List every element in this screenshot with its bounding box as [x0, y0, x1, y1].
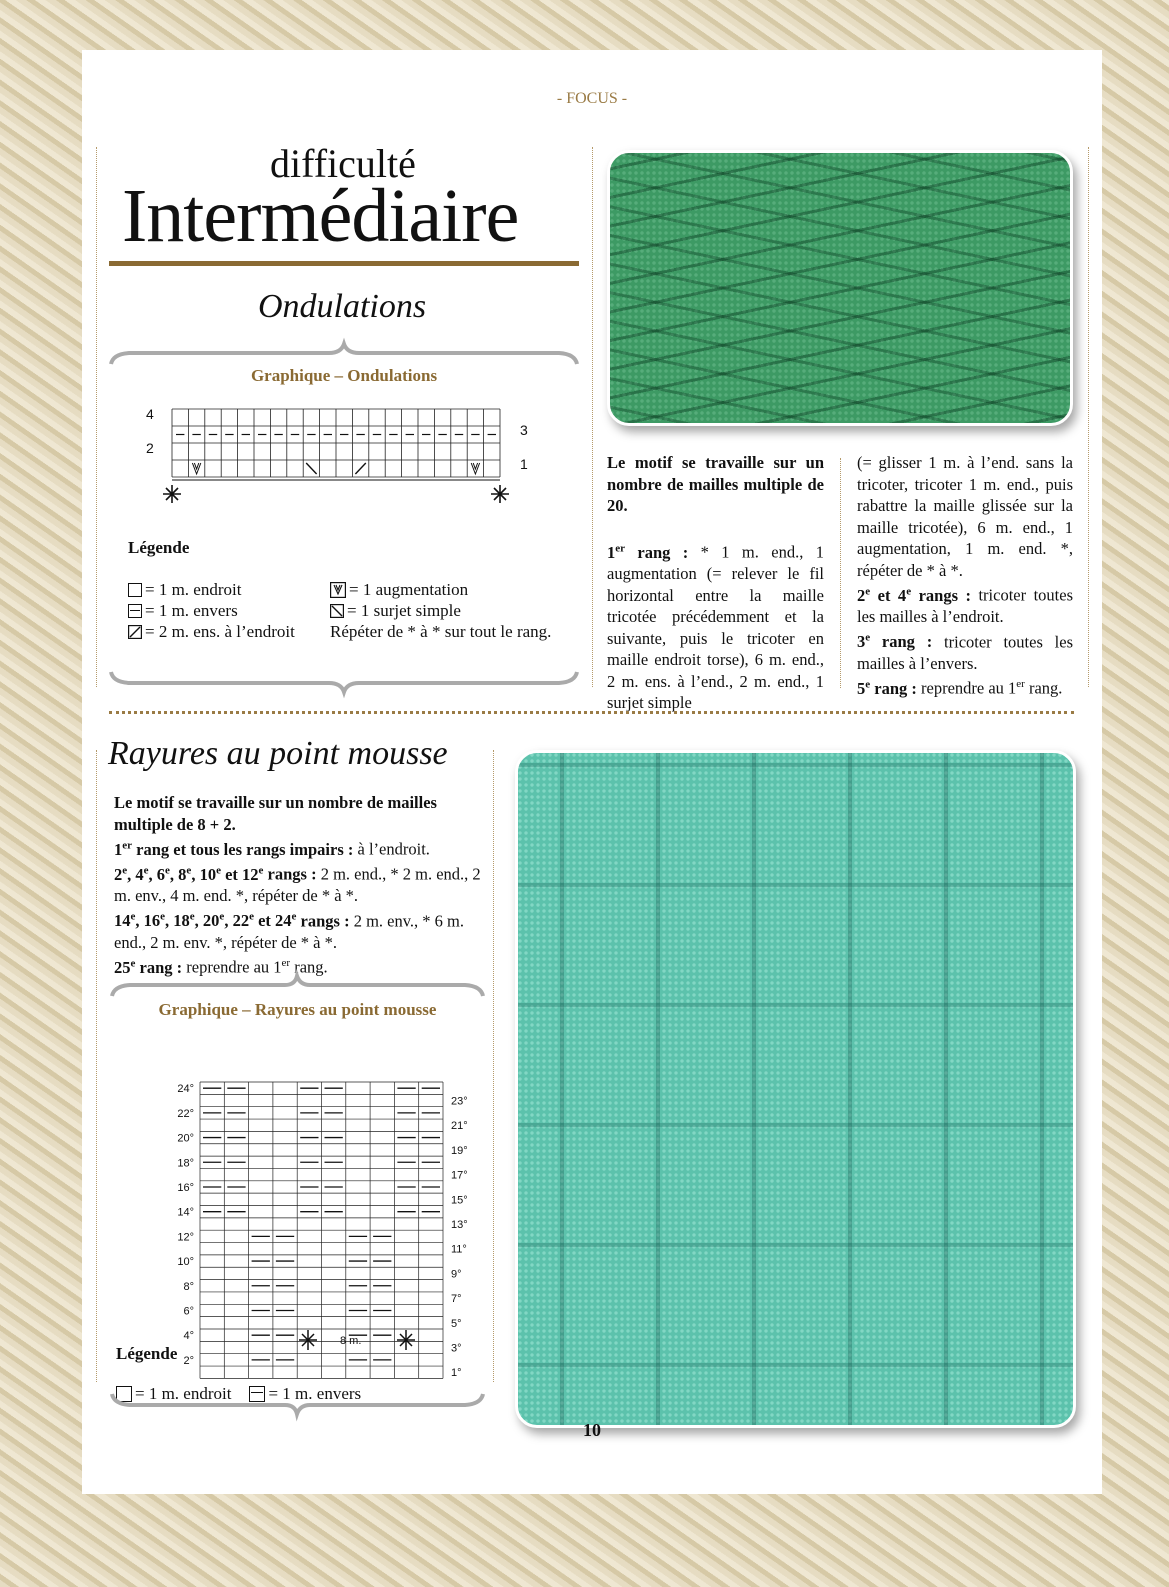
row-sup: e	[865, 585, 871, 597]
chart-right-label: 3	[520, 422, 528, 438]
row-sup: e	[130, 957, 136, 969]
row-word: rang :	[870, 678, 917, 698]
legend-text: = 1 m. endroit	[135, 1384, 232, 1403]
row-number: 1	[114, 839, 123, 859]
ondulations-intro: Le motif se travaille sur un nombre de mailles multiple de 20.	[607, 453, 824, 515]
column-rule-left	[96, 147, 97, 687]
row-instructions: rang.	[1024, 678, 1063, 698]
repeat-star-left	[163, 485, 181, 503]
row-number: 14	[114, 911, 131, 930]
rayures-knit-photo	[515, 750, 1076, 1428]
rayures-text	[114, 792, 484, 978]
row-numbers-even-high: 14e, 16e, 18e, 20e, 22e et 24e	[114, 910, 297, 930]
section-header: - FOCUS -	[556, 90, 628, 107]
row-number: 5	[857, 678, 866, 698]
row-sup: er	[281, 957, 291, 969]
legend-text: = 1 m. envers	[268, 1384, 362, 1403]
row-word: rang et tous les rangs impairs :	[132, 839, 354, 859]
row-number: 8	[178, 864, 187, 884]
row-instructions: à l’endroit.	[353, 839, 430, 859]
chart-row-label: 13°	[451, 1219, 468, 1232]
ondulations-title: Ondulations	[257, 288, 427, 325]
section-separator	[109, 711, 1074, 714]
row-sup: e	[186, 864, 192, 876]
row-number: 4	[135, 864, 144, 884]
row-sup: e	[906, 585, 912, 597]
chart-row-label: 2°	[183, 1354, 194, 1367]
chart-left-label: 2	[146, 440, 154, 456]
chart-row-label: 20°	[177, 1132, 194, 1145]
increase-square-icon	[330, 582, 346, 598]
column-rule-center	[493, 750, 494, 1382]
row-number: 25	[114, 957, 131, 977]
row-word: rang :	[870, 632, 933, 651]
row-number: 20	[202, 911, 220, 930]
row-sup: e	[216, 864, 221, 876]
chart-row-label: 12°	[177, 1231, 194, 1244]
legend-text: = 1 surjet simple	[347, 601, 461, 620]
legend-text: = 1 m. envers	[145, 601, 238, 620]
row-number: 18	[173, 911, 190, 930]
repeat-label: 8 m.	[340, 1335, 362, 1347]
legend-text: = 1 m. endroit	[145, 580, 242, 599]
difficulty-label: difficulté	[270, 141, 416, 186]
text-column-rule	[840, 458, 841, 688]
chart-right-label: 1	[520, 456, 528, 472]
row-number: 22	[232, 911, 250, 930]
title-underline	[109, 261, 579, 266]
rayures-chart	[142, 1030, 468, 1380]
increase-mark	[192, 463, 200, 474]
row-instructions: tricoter toutes les mailles à l’envers.	[857, 632, 1073, 673]
chart-row-label: 21°	[451, 1120, 468, 1133]
rayures-chart-title: Graphique – Rayures au point mousse	[158, 1000, 437, 1019]
chart-row-label: 4°	[183, 1330, 194, 1343]
increase-mark	[471, 463, 479, 474]
ondulations-text-col2	[857, 452, 1073, 699]
row-sup: e	[189, 910, 195, 923]
k2tog-mark	[355, 463, 365, 474]
row-instructions: reprendre au 1	[916, 678, 1017, 698]
row-instructions-cont: (= glisser 1 m. à l’end. sans la tricoter, tricoter 1 m. end., puis rabattre la maille glissée sur la maille tricotée), 6 m. end., 1 augmentation, 1 m. end. *, répéter de * à *.	[857, 453, 1073, 580]
column-rule-left	[96, 750, 97, 1382]
top-brace	[110, 972, 485, 1002]
chart-row-label: 19°	[451, 1144, 468, 1157]
row-sup: er	[615, 542, 626, 554]
row-sup: e	[219, 910, 225, 923]
chart-row-label: 9°	[451, 1268, 462, 1281]
legend-item	[330, 601, 461, 621]
row-number: 24	[275, 911, 292, 930]
row-sup: e	[165, 864, 170, 876]
row-word: rang :	[625, 542, 689, 562]
column-rule-center	[592, 147, 593, 687]
difficulty-level: Intermédiaire	[122, 174, 519, 258]
chart-row-label: 8°	[183, 1280, 194, 1293]
chart-row-label: 6°	[183, 1305, 194, 1318]
chart-row-label: 18°	[177, 1157, 194, 1170]
legend-item	[128, 580, 241, 600]
row-number: 16	[143, 911, 161, 930]
row-sup: e	[865, 631, 871, 644]
repeat-star-left	[299, 1330, 317, 1350]
legend-text: Répéter de * à * sur tout le rang.	[330, 622, 552, 641]
repeat-star-right	[491, 485, 509, 503]
row-number: 1	[607, 542, 616, 562]
legend-item	[128, 601, 238, 621]
row-word: rangs :	[911, 585, 971, 605]
bottom-brace	[110, 1390, 485, 1420]
row-sup: e	[122, 864, 128, 876]
legend-text: = 1 augmentation	[349, 580, 469, 599]
skp-mark	[306, 463, 316, 474]
row-number: 10	[199, 864, 217, 884]
row-number: 2	[114, 864, 123, 884]
chart-row-label: 17°	[451, 1169, 468, 1182]
knit-square-icon	[128, 583, 142, 597]
row-instructions: 2 m. end., * 2 m. end., 2 m. env., 4 m. end. *, répéter de * à *.	[114, 864, 481, 905]
legend-text: = 2 m. ens. à l’endroit	[145, 622, 295, 641]
ondulations-knit-photo	[607, 150, 1073, 426]
row-sup: e	[865, 678, 871, 690]
ondulations-text-col1	[607, 452, 824, 714]
row-instructions: * 1 m. end., 1 augmentation (= relever le fil horizontal entre la maille tricotée précédemment et la suivante, puis le tricoter en maille endroit torse), 6 m. end., 2 m. ens. à l’end., 2 m. end., 1 surjet simple	[607, 542, 824, 712]
row-instructions: 2 m. env., * 6 m. end., 2 m. env. *, répéter de * à *.	[114, 911, 465, 952]
row-sup: e	[160, 910, 166, 923]
skp-square-icon	[330, 604, 344, 618]
row-number: 12	[242, 864, 259, 884]
legend-title: Légende	[128, 538, 190, 557]
bottom-brace	[109, 668, 579, 698]
chart-row-label: 22°	[177, 1107, 194, 1120]
chart-row-label: 16°	[177, 1181, 194, 1194]
row-sup: e	[130, 910, 136, 923]
row-number: 6	[156, 864, 166, 884]
chart-row-label: 7°	[451, 1293, 462, 1306]
row-instructions: reprendre au 1	[182, 957, 282, 977]
legend-item	[128, 622, 295, 642]
chart-row-label: 10°	[177, 1256, 194, 1269]
column-rule-right	[1088, 147, 1089, 687]
row-word: rangs :	[263, 864, 317, 884]
ondulations-chart	[158, 395, 518, 513]
chart-row-label: 5°	[451, 1317, 462, 1330]
chart-row-label: 15°	[451, 1194, 468, 1207]
row-number: 2	[857, 585, 866, 605]
page-number: 10	[583, 1420, 601, 1440]
row-sup: e	[249, 910, 254, 923]
chart-row-label: 3°	[451, 1342, 462, 1355]
row-word: rangs :	[296, 911, 350, 930]
chart-row-label: 1°	[451, 1367, 462, 1380]
chart-row-label: 23°	[451, 1095, 468, 1108]
row-sup: e	[258, 864, 264, 876]
row-sup: e	[291, 910, 297, 923]
legend-title: Légende	[116, 1344, 178, 1363]
row-sup: er	[122, 839, 133, 851]
row-number: et 4	[870, 585, 907, 605]
purl-square-icon	[128, 604, 142, 618]
k2tog-square-icon	[128, 625, 142, 639]
chart-left-label: 4	[146, 406, 154, 422]
repeat-star-right	[397, 1330, 415, 1350]
row-sup: er	[1016, 678, 1025, 690]
magazine-page	[82, 50, 1102, 1494]
legend-item	[330, 580, 468, 600]
chart-row-label: 24°	[177, 1083, 194, 1096]
row-number: 3	[857, 632, 866, 651]
legend-item	[330, 622, 551, 642]
rayures-title: Rayures au point mousse	[108, 735, 448, 772]
chart-row-label: 11°	[451, 1243, 467, 1256]
row-word: rang :	[135, 957, 183, 977]
row-sup: e	[143, 864, 149, 876]
chart-row-label: 14°	[177, 1206, 194, 1219]
row-instructions: tricoter toutes les mailles à l’endroit.	[857, 585, 1073, 626]
row-numbers-even-low: 2e, 4e, 6e, 8e, 10e et 12e	[114, 864, 264, 884]
row-instructions: rang.	[290, 957, 328, 977]
ondulations-chart-title: Graphique – Ondulations	[250, 366, 438, 385]
rayures-intro: Le motif se travaille sur un nombre de mailles multiple de 8 + 2.	[114, 793, 437, 834]
